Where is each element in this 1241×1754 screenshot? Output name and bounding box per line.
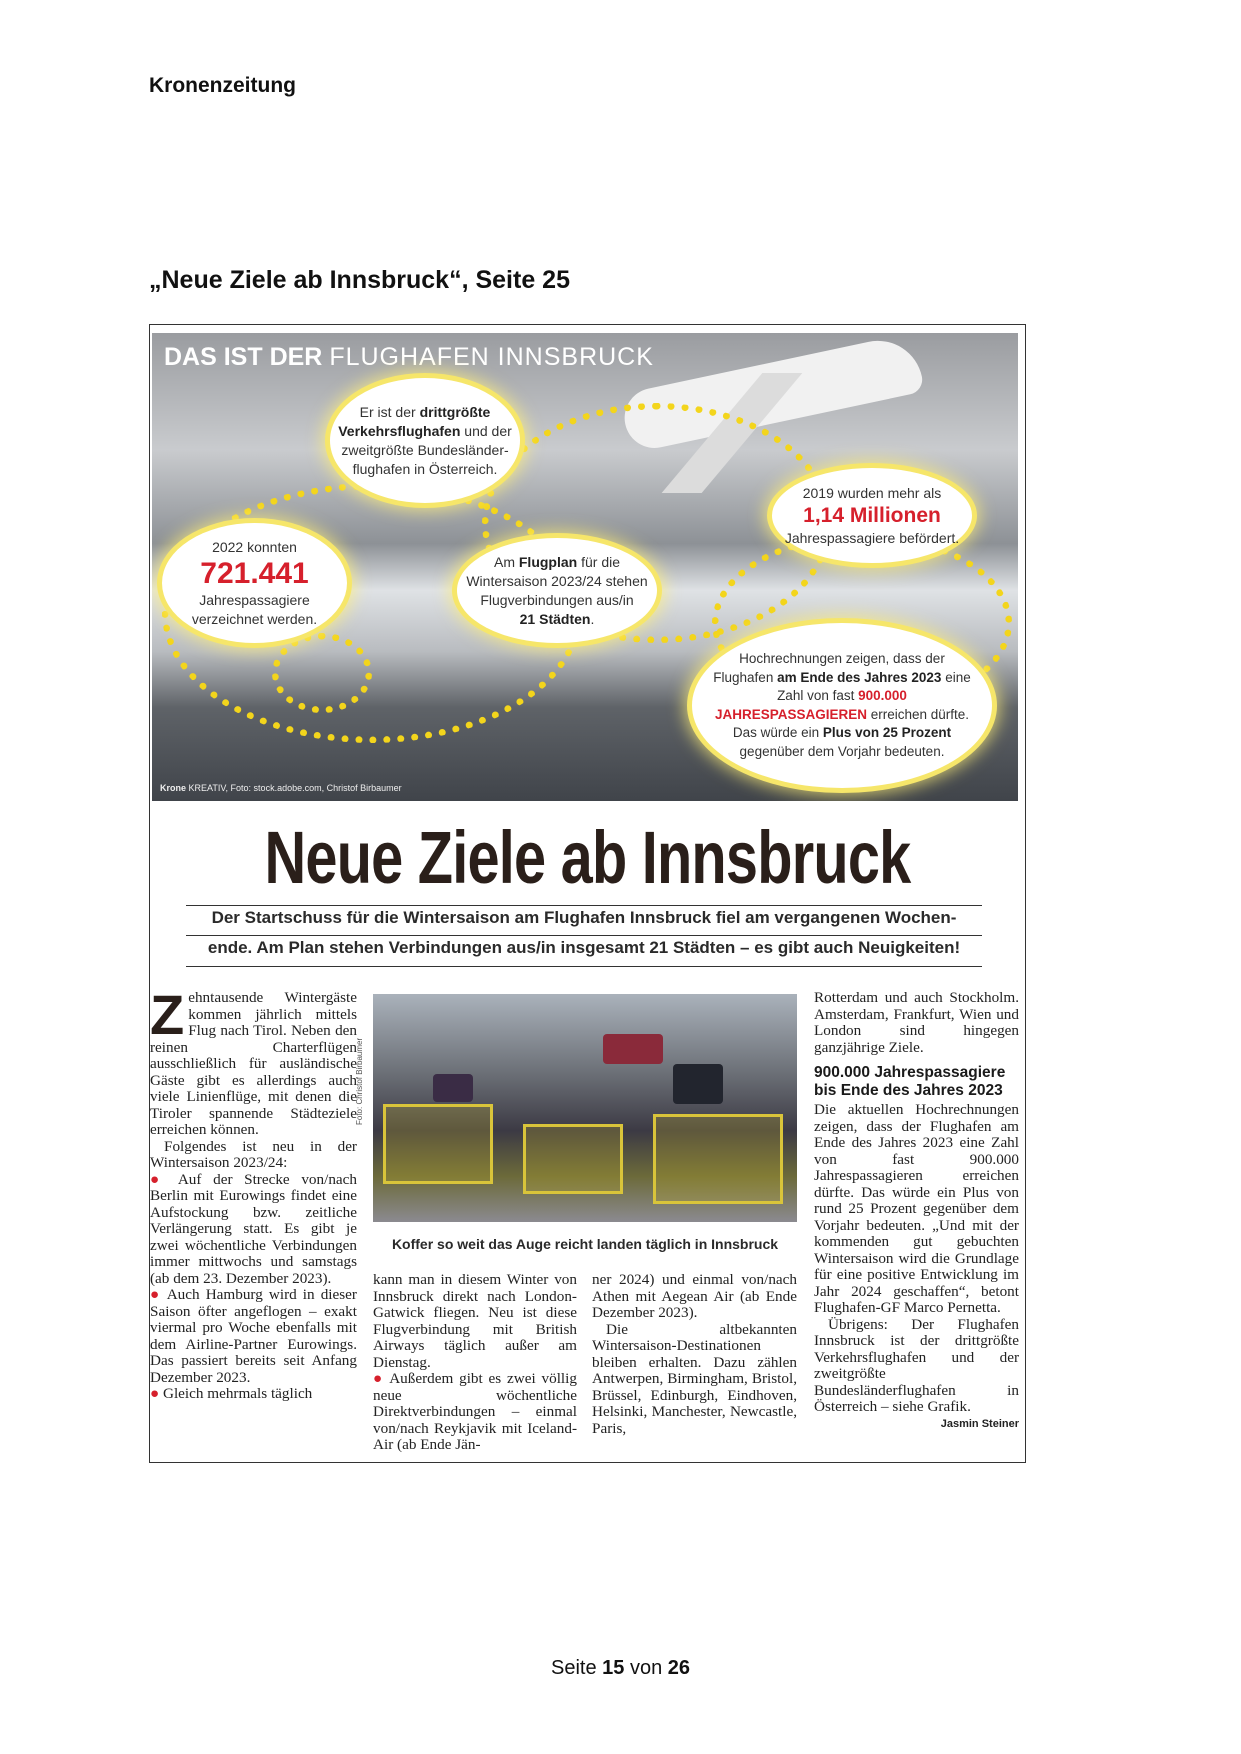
luggage-cart — [523, 1124, 623, 1194]
paragraph: Übrigens: Der Flughafen Innsbruck ist der drittgrößte Verkehrsflughafen und der zweitgrößte Bundesländerflughafen in Österreich – siehe Grafik. — [814, 1315, 1019, 1415]
photo-caption: Koffer so weit das Auge reicht landen täglich in Innsbruck — [391, 1236, 779, 1252]
page-number: Seite 15 von 26 — [550, 1657, 690, 1679]
suitcase — [603, 1034, 663, 1064]
bullet-icon: ● — [150, 1170, 168, 1188]
bullet-text: Außerdem gibt es zwei völlig neue wöchentliche Direktverbindungen – einmal von/nach Reykjavik mit Iceland-Air (ab Ende Jän- — [373, 1370, 577, 1453]
paragraph: Die aktuellen Hochrechnungen zeigen, dass der Flughafen am Ende des Jahres 2023 eine Zahl von fast 900.000 Jahrespassagieren erreichen dürfte. Das würde ein Plus von rund 25 Prozent gegenüber dem Vorjahr bedeuten. „Und mit der kommenden gut gebuchten Wintersaison wird die Grundlage für eine positive Entwicklung im Jahr 2024 geschaffen“, betont Flughafen-GF Marco Pernetta. — [814, 1101, 1019, 1316]
article-clipping — [149, 324, 1026, 1463]
paragraph: kann man in diesem Winter von Innsbruck direkt nach London-Gatwick fliegen. Neu ist diese Flugverbindung mit British Airways täglich außer am Dienstag. — [373, 1271, 577, 1371]
fact-cloud-2022: 2022 konnten 721.441 Jahrespassagiere verzeichnet werden. — [162, 523, 347, 643]
suitcase — [433, 1074, 473, 1102]
luggage-cart — [383, 1104, 493, 1184]
bullet-text: Auf der Strecke von/nach Berlin mit Eurowings findet eine Aufstockung bzw. zeitliche Verlängerung statt. Es gibt je zwei wöchentliche Verbindungen immer mittwochs und samstags (ab dem 23. Dezember 2023). — [150, 1170, 357, 1287]
fact-cloud-forecast: Hochrechnungen zeigen, dass der Flughafen am Ende des Jahres 2023 eine Zahl von fast 900.000 JAHRESPASSAGIEREN erreichen dürfte. Das würde ein Plus von 25 Prozent gegenüber dem Vorjahr bedeuten. — [692, 623, 992, 788]
column-2 — [373, 1272, 577, 1454]
suitcase — [673, 1064, 723, 1104]
column-4 — [814, 990, 1019, 1432]
infographic-heading: DAS IST DER FLUGHAFEN INNSBRUCK — [164, 343, 654, 371]
bullet-text: Auch Hamburg wird in dieser Saison öfter angeflogen – exakt viermal pro Woche ebenfalls mit dem Airline-Partner Eurowings. Das passiert bereits seit Anfang Dezember 2023. — [150, 1286, 357, 1386]
infographic — [152, 333, 1018, 801]
fact-cloud-flugplan: Am Flugplan für die Wintersaison 2023/24 stehen Flugverbindungen aus/in 21 Städten. — [457, 538, 657, 643]
section-subheading: 900.000 Jahrespassagiere bis Ende des Jahres 2023 — [814, 1064, 1006, 1099]
infographic-credit: Krone KREATIV, Foto: stock.adobe.com, Christof Birbaumer — [160, 783, 402, 793]
bullet-icon: ● — [150, 1286, 162, 1303]
source-label: Kronenzeitung — [149, 74, 296, 97]
photo-credit: Foto: Christof Birbaumer — [355, 1037, 364, 1125]
paragraph: ner 2024) und einmal von/nach Athen mit Aegean Air (ab Ende Dezember 2023). — [592, 1271, 797, 1321]
paragraph: Rotterdam und auch Stockholm. Amsterdam, Frankfurt, Wien und London sind hingegen ganzjährige Ziele. — [814, 989, 1019, 1056]
column-1 — [150, 983, 357, 1403]
fact-cloud-2019: 2019 wurden mehr als 1,14 Millionen Jahrespassagiere befördert. — [772, 468, 972, 563]
bullet-text: Gleich mehrmals täglich — [162, 1385, 313, 1402]
subheadline-line1: Der Startschuss für die Wintersaison am Flughafen Innsbruck fiel am vergangenen Wochen- — [186, 905, 982, 935]
paragraph: Folgendes ist neu in der Wintersaison 2023/24: — [150, 1137, 357, 1171]
subheadline-line2: ende. Am Plan stehen Verbindungen aus/in insgesamt 21 Städten – es gibt auch Neuigkeiten! — [186, 935, 982, 967]
drop-cap: Z — [150, 983, 185, 1046]
dotted-path — [272, 633, 372, 713]
fact-cloud-rank: Er ist der drittgrößte Verkehrsflughafen und der zweitgrößte Bundesländer-flughafen in Österreich. — [330, 378, 520, 503]
paragraph: ehntausende Wintergäste kommen jährlich mittels Flug nach Tirol. Neben den reinen Charterflügen ausschließlich für ausländische Gäste gibt es allerdings auch viele Linienflüge, mit denen die Tiroler spannende Städteziele erreichen können. — [150, 989, 357, 1138]
bullet-icon: ● — [373, 1370, 385, 1387]
headline: Neue Ziele ab Innsbruck — [264, 816, 911, 899]
luggage-cart — [653, 1114, 783, 1204]
author: Jasmin Steiner — [940, 1417, 1019, 1430]
column-3 — [592, 1272, 797, 1437]
bullet-icon: ● — [150, 1385, 160, 1402]
page-title: „Neue Ziele ab Innsbruck“, Seite 25 — [149, 266, 570, 294]
luggage-photo — [373, 994, 797, 1222]
paragraph: Die altbekannten Wintersaison-Destinationen bleiben erhalten. Dazu zählen Antwerpen, Birmingham, Bristol, Brüssel, Edinburgh, Eindhoven, Helsinki, Manchester, Newcastle, Paris, — [592, 1320, 797, 1437]
